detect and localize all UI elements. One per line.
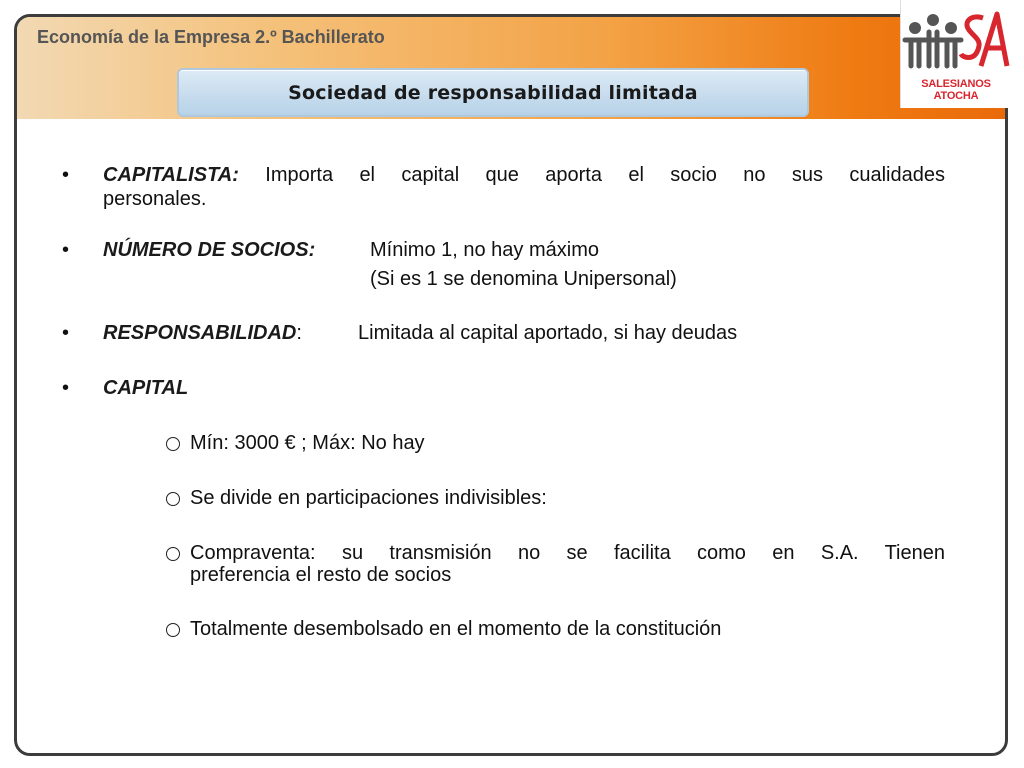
socios-note: (Si es 1 se denomina Unipersonal): [370, 268, 677, 290]
slide-title: Sociedad de responsabilidad limitada: [288, 81, 698, 104]
capital-label: CAPITAL: [103, 377, 189, 399]
responsabilidad-colon: :: [296, 322, 302, 344]
socios-text: Mínimo 1, no hay máximo: [370, 239, 599, 261]
capital-compraventa-line2: preferencia el resto de socios: [190, 564, 452, 586]
capital-desembolsado: Totalmente desembolsado en el momento de la constitución: [190, 618, 722, 640]
responsabilidad-label: RESPONSABILIDAD: [103, 322, 297, 344]
socios-label: NÚMERO DE SOCIOS:: [103, 239, 316, 261]
responsabilidad-text: Limitada al capital aportado, si hay deudas: [358, 322, 738, 344]
bullet-icon: •: [62, 377, 70, 399]
bullet-icon: •: [62, 322, 70, 344]
circle-bullet-icon: [166, 437, 180, 451]
capitalista-line1: [103, 164, 945, 187]
capitalista-label: CAPITALISTA:: [103, 164, 239, 186]
responsabilidad-heading: [103, 322, 302, 345]
capitalista-text: Importa el capital que aporta el socio no sus cualidades: [265, 164, 945, 186]
capital-participaciones: Se divide en participaciones indivisibles:: [190, 487, 547, 509]
circle-bullet-icon: [166, 547, 180, 561]
bullet-icon: •: [62, 164, 70, 186]
circle-bullet-icon: [166, 623, 180, 637]
circle-bullet-icon: [166, 492, 180, 506]
logo-text: SALESIANOS ATOCHA: [921, 78, 991, 102]
bullet-icon: •: [62, 239, 70, 261]
capital-min-max: Mín: 3000 € ; Máx: No hay: [190, 432, 425, 454]
capitalista-line2: personales.: [103, 188, 207, 210]
capital-compraventa-line1: Compraventa: su transmisión no se facilita como en S.A. Tienen: [190, 542, 945, 564]
course-title: Economía de la Empresa 2.º Bachillerato: [37, 27, 385, 47]
